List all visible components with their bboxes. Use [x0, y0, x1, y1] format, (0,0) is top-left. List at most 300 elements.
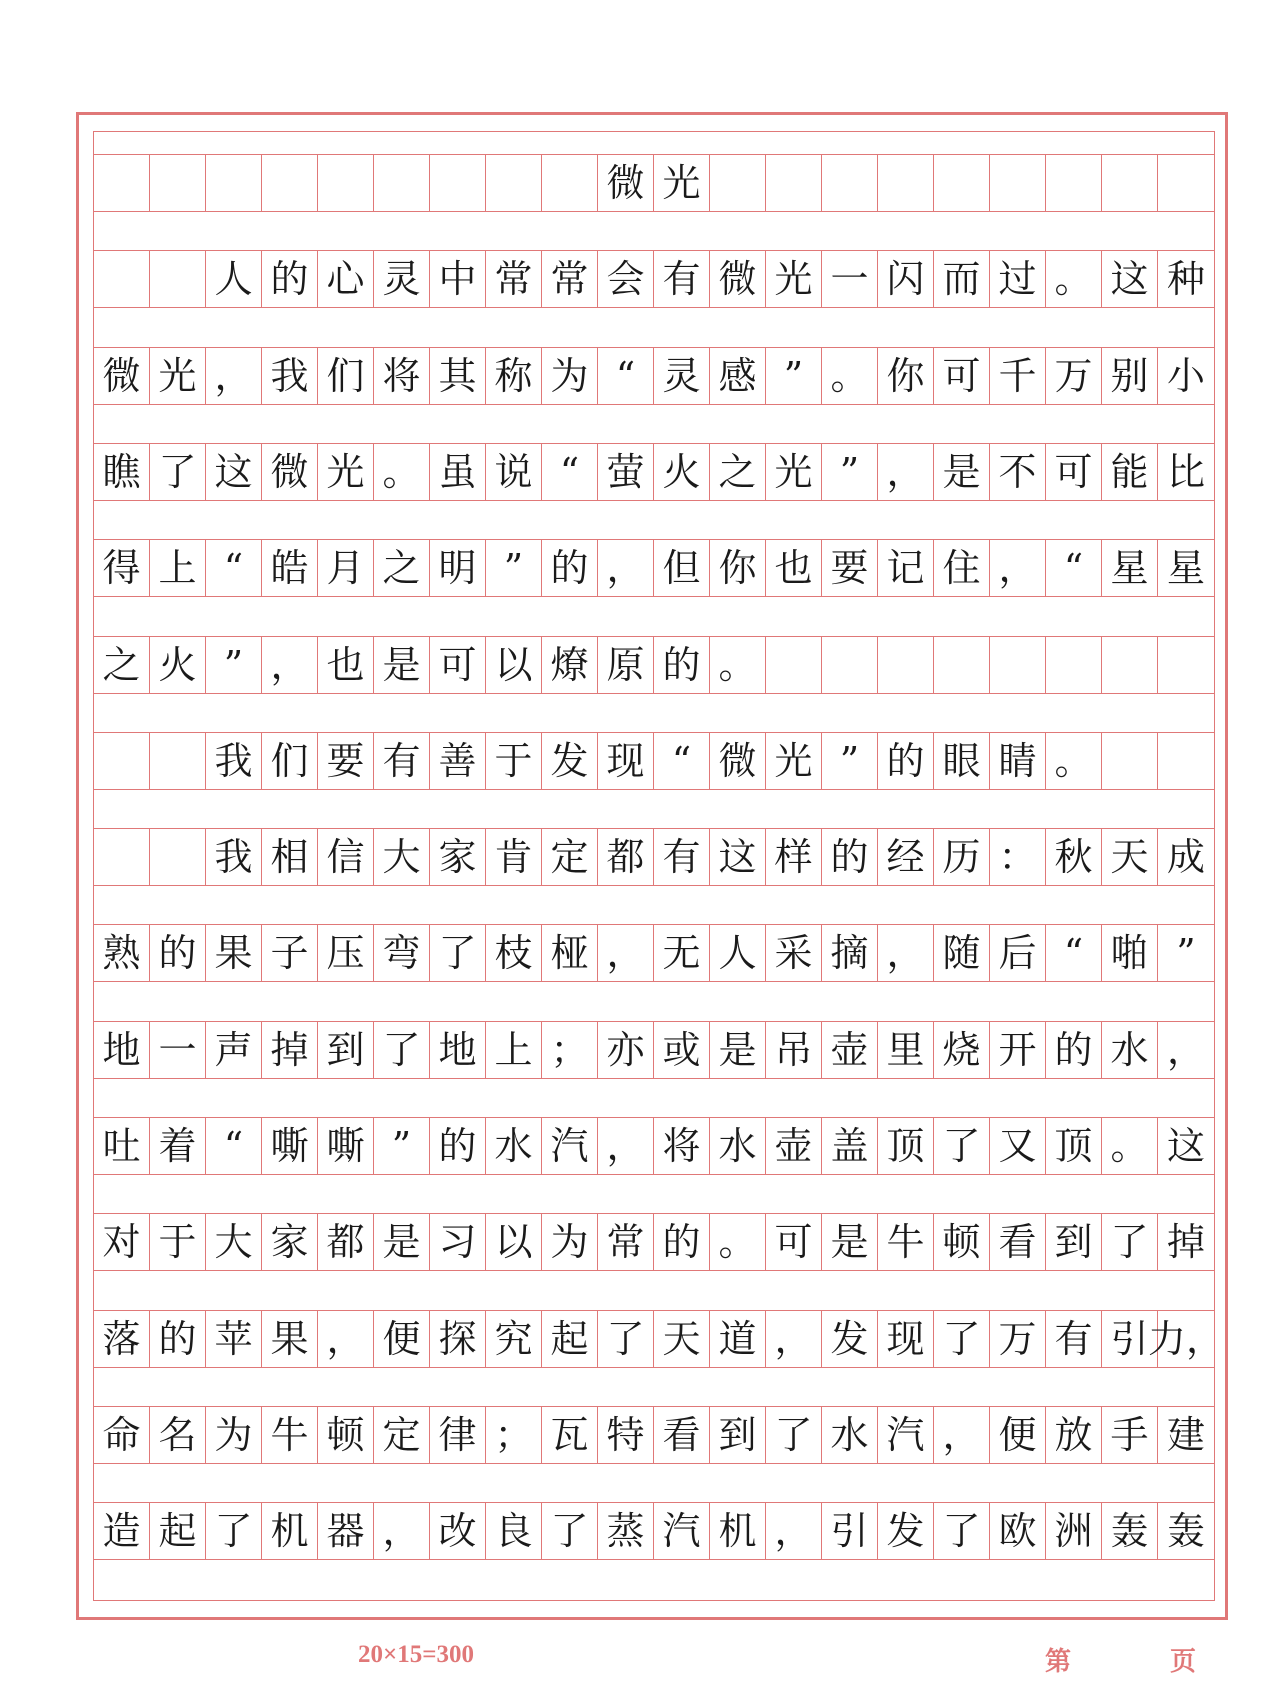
grid-cell: 水 — [486, 1118, 542, 1174]
grid-cell: 虽 — [430, 444, 486, 500]
grid-cell: 一 — [822, 251, 878, 307]
grid-cell: 星 — [1166, 546, 1205, 590]
grid-row — [94, 924, 1214, 982]
grid-cell: 了 — [374, 1022, 430, 1078]
grid-cell: 的 — [542, 540, 598, 596]
grid-cell: 牛 — [878, 1214, 934, 1270]
grid-cell: 轰 — [1102, 1503, 1158, 1559]
grid-cell: 。 — [1102, 1118, 1158, 1174]
grid-cell: 这 — [1102, 251, 1158, 307]
grid-cell — [318, 155, 374, 211]
grid-cell: 的 — [878, 733, 934, 789]
grid-cell: 。 — [822, 348, 878, 404]
grid-cell: 的 — [430, 1118, 486, 1174]
grid-cell: 之 — [94, 637, 150, 693]
grid-cell: 称 — [486, 348, 542, 404]
grid-cell: 会 — [598, 251, 654, 307]
grid-cell: 上 — [150, 540, 206, 596]
grid-cell: 或 — [654, 1022, 710, 1078]
grid-cell: 摘 — [822, 925, 878, 981]
grid-cell: 瓦 — [542, 1407, 598, 1463]
grid-cell: ” — [822, 733, 878, 789]
grid-cell: 瞧 — [94, 444, 150, 500]
grid-cell: ， — [318, 1311, 374, 1367]
grid-cell: 相 — [262, 829, 318, 885]
grid-cell: 汽 — [654, 1503, 710, 1559]
grid-cell: 牛 — [262, 1407, 318, 1463]
grid-cell: 微 — [262, 444, 318, 500]
grid-cell: 微 — [94, 348, 150, 404]
grid-cell: ” — [374, 1118, 430, 1174]
grid-cell: ， — [598, 1118, 654, 1174]
grid-cell: 灵 — [374, 251, 430, 307]
grid-cell: 秋 — [1046, 829, 1102, 885]
grid-cell: ， — [766, 1503, 822, 1559]
grid-cell: ； — [486, 1407, 542, 1463]
grid-cell: 的 — [822, 829, 878, 885]
grid-cell: 引 — [822, 1503, 878, 1559]
grid-cell: 了 — [934, 1311, 990, 1367]
grid-cell: 月 — [318, 540, 374, 596]
grid-cell: ” — [822, 444, 878, 500]
grid-row — [94, 443, 1214, 501]
grid-cell — [94, 829, 150, 885]
grid-row — [94, 347, 1214, 405]
grid-cell: 明 — [430, 540, 486, 596]
grid-cell: 的 — [1046, 1022, 1102, 1078]
grid-cell — [822, 155, 878, 211]
grid-cell: 采 — [766, 925, 822, 981]
grid-cell: 究 — [486, 1311, 542, 1367]
grid-cell: 特 — [598, 1407, 654, 1463]
grid-cell: 都 — [318, 1214, 374, 1270]
grid-cell: 心 — [318, 251, 374, 307]
grid-cell: 为 — [542, 1214, 598, 1270]
grid-cell: 里 — [878, 1022, 934, 1078]
grid-cell: 为 — [206, 1407, 262, 1463]
grid-cell: 了 — [542, 1503, 598, 1559]
grid-cell: 汽 — [542, 1118, 598, 1174]
grid-cell: 大 — [374, 829, 430, 885]
grid-cell: 力， — [1148, 1317, 1225, 1361]
grid-cell: 光 — [766, 251, 822, 307]
grid-cell: 将 — [374, 348, 430, 404]
grid-cell: 到 — [1046, 1214, 1102, 1270]
grid-cell: 皓 — [262, 540, 318, 596]
grid-cell — [934, 637, 990, 693]
grid-cell: 苹 — [206, 1311, 262, 1367]
grid-cell: 探 — [430, 1311, 486, 1367]
grid-cell: 弯 — [374, 925, 430, 981]
grid-row — [94, 250, 1214, 308]
grid-cell: 了 — [1102, 1214, 1158, 1270]
grid-cell: “ — [206, 1118, 262, 1174]
grid-cell: 了 — [934, 1503, 990, 1559]
grid-cell: 啪 — [1102, 925, 1158, 981]
grid-cell: 中 — [430, 251, 486, 307]
grid-cell — [1046, 637, 1102, 693]
grid-cell: 得 — [94, 540, 150, 596]
grid-cell: 水 — [1102, 1022, 1158, 1078]
grid-count-label: 20×15=300 — [358, 1641, 474, 1668]
grid-cell: 改 — [430, 1503, 486, 1559]
grid-cell: 常 — [598, 1214, 654, 1270]
grid-cell — [1102, 637, 1158, 693]
grid-cell — [766, 637, 822, 693]
grid-cell: 又 — [990, 1118, 1046, 1174]
grid-row — [94, 732, 1214, 790]
grid-cell — [1046, 155, 1102, 211]
grid-cell: 这 — [206, 444, 262, 500]
grid-cell — [374, 155, 430, 211]
grid-cell: 造 — [94, 1503, 150, 1559]
grid-cell: 发 — [822, 1311, 878, 1367]
grid-cell: 顿 — [318, 1407, 374, 1463]
grid-cell: 建 — [1166, 1413, 1205, 1457]
grid-cell: ” — [486, 540, 542, 596]
grid-cell: ， — [598, 925, 654, 981]
grid-cell: 之 — [374, 540, 430, 596]
grid-cell — [1102, 155, 1158, 211]
grid-cell: 微 — [710, 733, 766, 789]
grid-cell: 嘶 — [262, 1118, 318, 1174]
grid-cell: 也 — [318, 637, 374, 693]
grid-cell: 轰 — [1166, 1509, 1205, 1553]
grid-cell: 我 — [206, 829, 262, 885]
grid-cell: 顶 — [1046, 1118, 1102, 1174]
grid-cell: 样 — [766, 829, 822, 885]
grid-cell: 机 — [262, 1503, 318, 1559]
grid-cell — [94, 155, 150, 211]
grid-cell: 落 — [94, 1311, 150, 1367]
grid-cell: 可 — [430, 637, 486, 693]
grid-cell: 无 — [654, 925, 710, 981]
grid-cell — [710, 155, 766, 211]
grid-cell: 水 — [822, 1407, 878, 1463]
grid-cell: “ — [654, 733, 710, 789]
grid-cell: 都 — [598, 829, 654, 885]
grid-cell: 火 — [654, 444, 710, 500]
grid-cell — [878, 637, 934, 693]
grid-cell: 成 — [1166, 835, 1205, 879]
grid-cell: 说 — [486, 444, 542, 500]
grid-row — [94, 1021, 1214, 1079]
grid-cell: 发 — [878, 1503, 934, 1559]
grid-cell: 是 — [934, 444, 990, 500]
grid-cell — [94, 733, 150, 789]
grid-cell: 们 — [318, 348, 374, 404]
grid-cell: 也 — [766, 540, 822, 596]
grid-cell: 感 — [710, 348, 766, 404]
grid-cell: “ — [1046, 925, 1102, 981]
grid-cell: 善 — [430, 733, 486, 789]
grid-cell: 放 — [1046, 1407, 1102, 1463]
grid-cell: 是 — [374, 637, 430, 693]
grid-cell: 了 — [150, 444, 206, 500]
grid-cell: 了 — [934, 1118, 990, 1174]
grid-cell: 了 — [766, 1407, 822, 1463]
grid-cell: 。 — [1046, 733, 1102, 789]
grid-cell: 洲 — [1046, 1503, 1102, 1559]
grid-row — [94, 1213, 1214, 1271]
grid-cell: 你 — [878, 348, 934, 404]
grid-cell — [150, 155, 206, 211]
grid-cell: 着 — [150, 1118, 206, 1174]
grid-cell: ： — [990, 829, 1046, 885]
grid-cell: 大 — [206, 1214, 262, 1270]
grid-cell — [542, 155, 598, 211]
grid-cell: 有 — [1046, 1311, 1102, 1367]
grid-cell: ” — [766, 348, 822, 404]
grid-cell: 。 — [374, 444, 430, 500]
grid-cell — [878, 155, 934, 211]
grid-cell: 命 — [94, 1407, 150, 1463]
grid-cell: 桠 — [542, 925, 598, 981]
grid-cell — [766, 155, 822, 211]
grid-row — [94, 1310, 1225, 1368]
grid-cell — [262, 155, 318, 211]
grid-cell: 顿 — [934, 1214, 990, 1270]
grid-cell — [990, 155, 1046, 211]
grid-cell: ， — [598, 540, 654, 596]
grid-cell: 别 — [1102, 348, 1158, 404]
grid-cell: 看 — [990, 1214, 1046, 1270]
grid-cell: 的 — [150, 1311, 206, 1367]
grid-cell: 枝 — [486, 925, 542, 981]
grid-cell: 汽 — [878, 1407, 934, 1463]
grid-cell: 果 — [206, 925, 262, 981]
grid-cell: ； — [542, 1022, 598, 1078]
grid-cell: 经 — [878, 829, 934, 885]
grid-cell: 人 — [710, 925, 766, 981]
grid-cell: ， — [934, 1407, 990, 1463]
grid-cell: 我 — [262, 348, 318, 404]
grid-cell: 掉 — [1166, 1220, 1205, 1264]
grid-cell: 人 — [206, 251, 262, 307]
grid-cell — [150, 733, 206, 789]
grid-cell: 定 — [542, 829, 598, 885]
grid-cell: 后 — [990, 925, 1046, 981]
grid-cell: 起 — [542, 1311, 598, 1367]
grid-cell — [990, 637, 1046, 693]
grid-cell: 常 — [542, 251, 598, 307]
grid-cell: 常 — [486, 251, 542, 307]
grid-cell: 我 — [206, 733, 262, 789]
grid-cell: “ — [1046, 540, 1102, 596]
grid-cell: 要 — [822, 540, 878, 596]
grid-cell: 欧 — [990, 1503, 1046, 1559]
grid-cell: 便 — [374, 1311, 430, 1367]
grid-cell: 将 — [654, 1118, 710, 1174]
grid-cell — [430, 155, 486, 211]
grid-cell: 手 — [1102, 1407, 1158, 1463]
grid-cell: 以 — [486, 1214, 542, 1270]
grid-cell: 上 — [486, 1022, 542, 1078]
grid-cell: 闪 — [878, 251, 934, 307]
grid-cell: ， — [206, 348, 262, 404]
grid-cell: 之 — [710, 444, 766, 500]
grid-cell: 名 — [150, 1407, 206, 1463]
grid-cell: 天 — [654, 1311, 710, 1367]
grid-cell: 了 — [206, 1503, 262, 1559]
grid-row — [94, 539, 1214, 597]
grid-cell: 。 — [710, 637, 766, 693]
grid-cell: 有 — [654, 251, 710, 307]
grid-cell — [822, 637, 878, 693]
grid-cell: 这 — [1166, 1124, 1205, 1168]
grid-cell: 不 — [990, 444, 1046, 500]
grid-cell: 可 — [1046, 444, 1102, 500]
grid-cell: ， — [766, 1311, 822, 1367]
grid-cell: 小 — [1166, 354, 1205, 398]
grid-cell — [150, 829, 206, 885]
grid-cell: 为 — [542, 348, 598, 404]
grid-cell: 燎 — [542, 637, 598, 693]
grid-cell: 要 — [318, 733, 374, 789]
grid-cell: 引 — [1102, 1311, 1158, 1367]
grid-row — [94, 1117, 1214, 1175]
page-suffix-label: 页 — [1170, 1647, 1197, 1677]
grid-cell: 道 — [710, 1311, 766, 1367]
grid-cell: 微 — [598, 155, 654, 211]
grid-cell: 起 — [150, 1503, 206, 1559]
grid-cell: 。 — [1046, 251, 1102, 307]
grid-cell: 亦 — [598, 1022, 654, 1078]
grid-cell: 于 — [150, 1214, 206, 1270]
grid-cell: 微 — [710, 251, 766, 307]
grid-cell: 到 — [318, 1022, 374, 1078]
grid-cell: 壶 — [766, 1118, 822, 1174]
grid-cell: 壶 — [822, 1022, 878, 1078]
grid-cell: 良 — [486, 1503, 542, 1559]
grid-cell: 火 — [150, 637, 206, 693]
grid-cell: 万 — [1046, 348, 1102, 404]
grid-cell: 看 — [654, 1407, 710, 1463]
grid-cell: 过 — [990, 251, 1046, 307]
grid-cell: ， — [878, 925, 934, 981]
grid-cell: 的 — [654, 637, 710, 693]
grid-cell — [1158, 155, 1214, 211]
grid-cell: 到 — [710, 1407, 766, 1463]
grid-cell: 天 — [1102, 829, 1158, 885]
grid-cell — [150, 251, 206, 307]
grid-cell: 顶 — [878, 1118, 934, 1174]
grid-cell: 现 — [598, 733, 654, 789]
grid-cell: ， — [878, 444, 934, 500]
grid-cell: 便 — [990, 1407, 1046, 1463]
grid-cell: 是 — [822, 1214, 878, 1270]
grid-cell: 们 — [262, 733, 318, 789]
grid-cell: 历 — [934, 829, 990, 885]
grid-cell: 这 — [710, 829, 766, 885]
grid-cell: 有 — [654, 829, 710, 885]
grid-cell: 子 — [262, 925, 318, 981]
grid-cell: 能 — [1102, 444, 1158, 500]
grid-cell: ， — [990, 540, 1046, 596]
grid-cell: 吐 — [94, 1118, 150, 1174]
grid-cell — [94, 251, 150, 307]
grid-cell: 家 — [262, 1214, 318, 1270]
grid-cell: 了 — [598, 1311, 654, 1367]
grid-cell — [1102, 733, 1158, 789]
grid-cell: 了 — [430, 925, 486, 981]
grid-cell — [486, 155, 542, 211]
grid-cell: 律 — [430, 1407, 486, 1463]
grid-cell: “ — [206, 540, 262, 596]
grid-cell: 有 — [374, 733, 430, 789]
grid-cell: 发 — [542, 733, 598, 789]
grid-cell: ， — [1166, 1028, 1205, 1072]
grid-cell: 可 — [766, 1214, 822, 1270]
grid-cell: 记 — [878, 540, 934, 596]
grid-cell: 可 — [934, 348, 990, 404]
grid-cell: 现 — [878, 1311, 934, 1367]
grid-cell: 盖 — [822, 1118, 878, 1174]
grid-cell: 肯 — [486, 829, 542, 885]
grid-cell: 熟 — [94, 925, 150, 981]
grid-cell — [934, 155, 990, 211]
grid-cell: 水 — [710, 1118, 766, 1174]
grid-cell: 的 — [654, 1214, 710, 1270]
grid-cell: 蒸 — [598, 1503, 654, 1559]
grid-cell: 一 — [150, 1022, 206, 1078]
grid-cell: “ — [598, 348, 654, 404]
grid-cell: 嘶 — [318, 1118, 374, 1174]
grid-cell: 但 — [654, 540, 710, 596]
grid-cell: 机 — [710, 1503, 766, 1559]
grid-cell: ， — [374, 1503, 430, 1559]
grid-cell: 万 — [990, 1311, 1046, 1367]
grid-cell: 是 — [710, 1022, 766, 1078]
grid-cell: 信 — [318, 829, 374, 885]
grid-row — [94, 1502, 1214, 1560]
grid-cell: 开 — [990, 1022, 1046, 1078]
grid-cell: 千 — [990, 348, 1046, 404]
grid-cell: 声 — [206, 1022, 262, 1078]
grid-cell: 你 — [710, 540, 766, 596]
page-prefix-label: 第 — [1045, 1647, 1072, 1677]
grid-cell: 其 — [430, 348, 486, 404]
grid-cell: 烧 — [934, 1022, 990, 1078]
grid-cell: 果 — [262, 1311, 318, 1367]
grid-row — [94, 154, 1214, 212]
grid-cell: 以 — [486, 637, 542, 693]
grid-cell: 萤 — [598, 444, 654, 500]
grid-cell: 于 — [486, 733, 542, 789]
grid-cell: 地 — [430, 1022, 486, 1078]
grid-cell: 家 — [430, 829, 486, 885]
grid-cell — [206, 155, 262, 211]
grid-cell: 的 — [262, 251, 318, 307]
grid-cell: 对 — [94, 1214, 150, 1270]
grid-cell: 住 — [934, 540, 990, 596]
grid-cell: 灵 — [654, 348, 710, 404]
grid-cell: 随 — [934, 925, 990, 981]
grid-cell: 器 — [318, 1503, 374, 1559]
grid-row — [94, 828, 1214, 886]
grid-cell: 光 — [654, 155, 710, 211]
grid-cell: 掉 — [262, 1022, 318, 1078]
grid-cell: 习 — [430, 1214, 486, 1270]
grid-cell: 压 — [318, 925, 374, 981]
grid-cell: 原 — [598, 637, 654, 693]
grid-cell: 光 — [318, 444, 374, 500]
grid-cell: “ — [542, 444, 598, 500]
grid-cell: 定 — [374, 1407, 430, 1463]
grid-cell: 眼 — [934, 733, 990, 789]
grid-cell: 睛 — [990, 733, 1046, 789]
grid-row — [94, 636, 1214, 694]
